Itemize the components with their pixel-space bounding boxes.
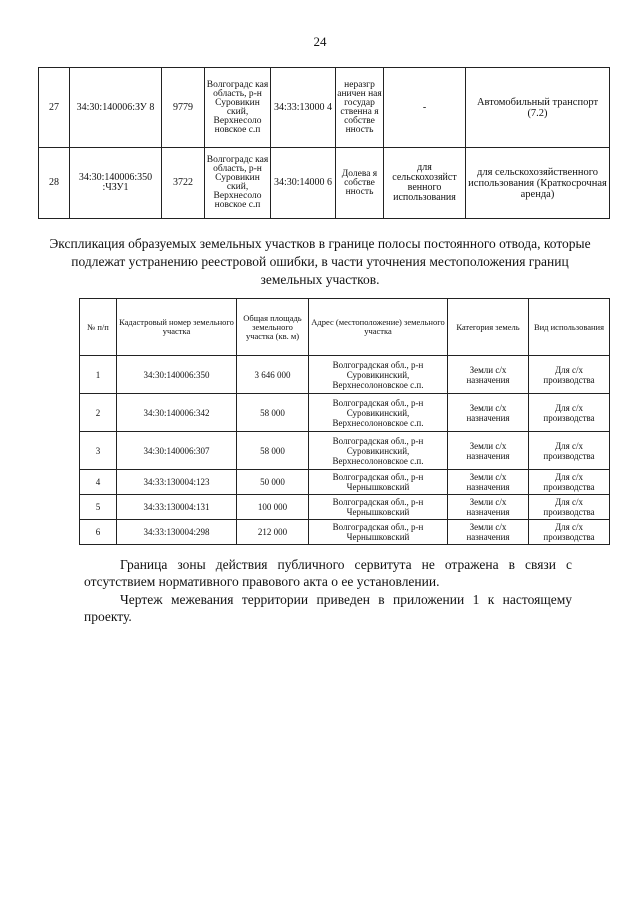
cadastral-number: 34:30:140006:350 :ЧЗУ1 — [70, 148, 162, 219]
permitted-use: Для с/х производства — [529, 356, 610, 394]
land-category: Земли с/х назначения — [448, 520, 529, 545]
table-row — [80, 495, 610, 520]
parcels-continuation-table — [38, 67, 610, 219]
row-number: 3 — [80, 432, 117, 470]
land-category: Земли с/х назначения — [448, 495, 529, 520]
parcel-address: Волгоградс кая область, р-н Суровикин ский, Верхнесоло новское с.п — [205, 68, 271, 148]
table-row — [80, 356, 610, 394]
header-use: Вид использования — [529, 299, 610, 356]
cadastral-number: 34:30:140006:350 — [117, 356, 237, 394]
permitted-use: Автомобильный транспорт (7.2) — [466, 68, 610, 148]
parcel-area: 58 000 — [237, 432, 309, 470]
servitude-paragraph: Граница зоны действия публичного сервитута не отражена в связи с отсутствием нормативного правового акта о ее установлении. — [84, 557, 572, 589]
row-number: 27 — [39, 68, 70, 148]
table-row — [80, 432, 610, 470]
parcel-address: Волгоградская обл., р-н Чернышковский — [309, 470, 448, 495]
ownership-form: Долева я собстве нность — [336, 148, 384, 219]
header-no: № п/п — [80, 299, 117, 356]
table-row — [39, 148, 610, 219]
explication-caption: Экспликация образуемых земельных участков в границе полосы постоянного отвода, которые подлежат устранению реестровой ошибки, в части уточнения местоположения границ земельных участков. — [49, 236, 591, 287]
header-area: Общая площадь земельного участка (кв. м) — [237, 299, 309, 356]
explication-table — [79, 298, 610, 545]
permitted-use: Для с/х производства — [529, 470, 610, 495]
parcel-address: Волгоградская обл., р-н Суровикинский, Верхнесолоновское с.п. — [309, 432, 448, 470]
cadastral-number: 34:30:140006:342 — [117, 394, 237, 432]
parcel-area: 3722 — [162, 148, 205, 219]
table-row — [80, 520, 610, 545]
parcel-address: Волгоградс кая область, р-н Суровикин ский, Верхнесоло новское с.п — [205, 148, 271, 219]
land-category: Земли с/х назначения — [448, 470, 529, 495]
permitted-use: для сельскохозяйственного использования (Краткосрочная аренда) — [466, 148, 610, 219]
parcel-area: 50 000 — [237, 470, 309, 495]
row-number: 4 — [80, 470, 117, 495]
cadastral-number: 34:30:140006:307 — [117, 432, 237, 470]
page-number: 24 — [313, 34, 327, 49]
parcel-area: 58 000 — [237, 394, 309, 432]
parcel-address: Волгоградская обл., р-н Чернышковский — [309, 520, 448, 545]
header-cadastral: Кадастровый номер земельного участка — [117, 299, 237, 356]
row-number: 1 — [80, 356, 117, 394]
header-category: Категория земель — [448, 299, 529, 356]
table-row — [80, 470, 610, 495]
row-number: 28 — [39, 148, 70, 219]
parcel-address: Волгоградская обл., р-н Суровикинский, Верхнесолоновское с.п. — [309, 394, 448, 432]
row-number: 2 — [80, 394, 117, 432]
land-category: Земли с/х назначения — [448, 356, 529, 394]
cadastral-number: 34:33:130004:131 — [117, 495, 237, 520]
drawing-reference-paragraph: Чертеж межевания территории приведен в приложении 1 к настоящему проекту. — [84, 592, 572, 624]
permitted-use: Для с/х производства — [529, 432, 610, 470]
land-category: Земли с/х назначения — [448, 394, 529, 432]
header-address: Адрес (местоположение) земельного участка — [309, 299, 448, 356]
parcel-area: 100 000 — [237, 495, 309, 520]
row-number: 5 — [80, 495, 117, 520]
table-row — [80, 394, 610, 432]
permitted-use: Для с/х производства — [529, 520, 610, 545]
ownership-form: неразгр аничен ная государ ственна я собстве нность — [336, 68, 384, 148]
land-category: - — [384, 68, 466, 148]
cadastral-number: 34:33:130004:298 — [117, 520, 237, 545]
cadastral-number: 34:33:130004:123 — [117, 470, 237, 495]
related-cadastral: 34:33:13000 4 — [271, 68, 336, 148]
permitted-use: Для с/х производства — [529, 394, 610, 432]
row-number: 6 — [80, 520, 117, 545]
land-category: Земли с/х назначения — [448, 432, 529, 470]
permitted-use: Для с/х производства — [529, 495, 610, 520]
parcel-address: Волгоградская обл., р-н Суровикинский, Верхнесолоновское с.п. — [309, 356, 448, 394]
parcel-address: Волгоградская обл., р-н Чернышковский — [309, 495, 448, 520]
related-cadastral: 34:30:14000 6 — [271, 148, 336, 219]
table-header-row — [80, 299, 610, 356]
parcel-area: 212 000 — [237, 520, 309, 545]
parcel-area: 9779 — [162, 68, 205, 148]
cadastral-number: 34:30:140006:ЗУ 8 — [70, 68, 162, 148]
land-category: для сельскохозяйст венного использования — [384, 148, 466, 219]
parcel-area: 3 646 000 — [237, 356, 309, 394]
table-row — [39, 68, 610, 148]
